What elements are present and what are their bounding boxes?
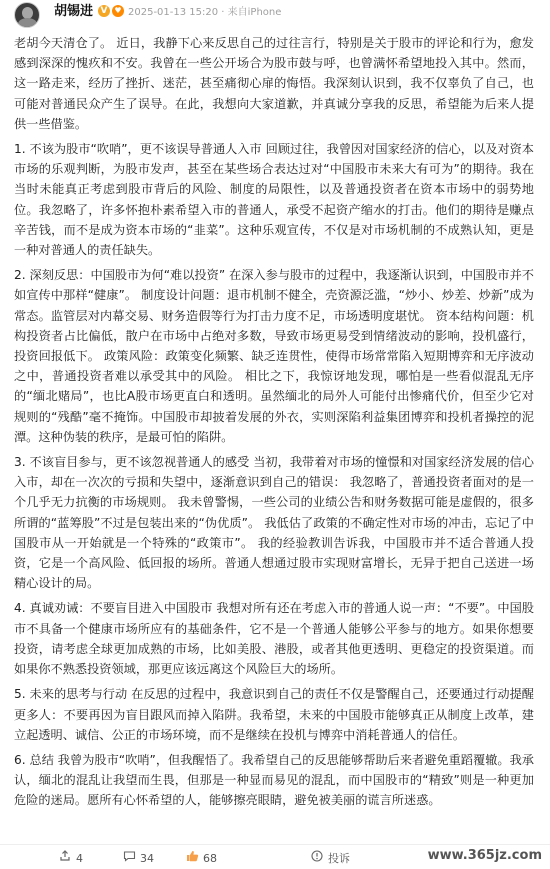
thumbs-up-icon (185, 850, 199, 867)
post-paragraph: 3. 不该盲目参与，更不该忽视普通人的感受 当初，我带着对市场的憧憬和对国家经济发展的信心入市，却在一次次的亏损和失望中，逐渐意识到自己的错误： 我忽略了，普通投资者面对的是一个几乎无力抗衡的市场规则。 我未曾警惕，一些公司的业绩公告和财务数据可能是虚假的，很多所谓的“蓝筹股”不过是包装出来的“伪优质”。 我低估了政策的不确定性对市场的冲击，忘记了中国股市从一开始就是一个特殊的“政策市”。 我的经验教训告诉我，中国股市并不适合普通人投资，它是一个高风险、低回报的场所。普通人想通过股市实现财富增长，无异于把自己送进一场精心设计的局。 (14, 455, 534, 591)
fan-badge-icon: ♥ (112, 5, 124, 17)
report-icon (310, 850, 324, 867)
post-paragraph: 2. 深刻反思：中国股市为何“难以投资” 在深入参与股市的过程中，我逐渐认识到，中国股市并不如宣传中那样“健康”。 制度设计问题：退市机制不健全，壳资源泛滥，“炒小、炒差、炒新”成为常态。监管层对内幕交易、财务造假等行为打击力度不足，市场透明度堪忧。 资本结构问题：机构投资者占比偏低，散户在市场中占绝对多数，导致市场更易受到情绪波动的影响，投机盛行，投资回报低下。 政策风险：政策变化频繁、缺乏连贯性，使得市场常常陷入短期博弈和无序波动之中，普通投资者难以承受其中的风险。 相比之下，我惊讶地发现，哪怕是一些看似混乱无序的“缅北赌局”，也比A股市场更直白和透明。虽然缅北的局外人可能付出惨痛代价，但至少它对规则的“残酷”毫不掩饰。中国股市却披着发展的外衣，实则深陷利益集团博弈和投机者操控的泥潭。这种伪装的秩序，是最可怕的陷阱。 (14, 268, 534, 444)
like-count: 68 (203, 852, 217, 865)
share-icon (58, 850, 72, 867)
username[interactable]: 胡锡进 (54, 4, 94, 19)
post-paragraph: 老胡今天清仓了。 近日，我静下心来反思自己的过往言行，特别是关于股市的评论和行为，愈发感到深深的愧疚和不安。我曾在一些公开场合为股市鼓与呼，也曾满怀希望地投入其中。然而，这一路走来，经历了挫折、迷茫，甚至痛彻心扉的悔悟。我深刻认识到，我不仅辜负了自己，也可能对普通民众产生了误导。在此，我想向大家道歉，并真诚分享我的反思，希望能为后来人提供一些借鉴。 (14, 36, 534, 131)
action-bar (0, 844, 550, 869)
post-paragraph: 1. 不该为股市“吹哨”，更不该误导普通人入市 回顾过往，我曾因对国家经济的信心，以及对资本市场的乐观判断，为股市发声，甚至在某些场合表达过对“中国股市未来大有可为”的期待。我在当时未能真正考虑到股市背后的风险、制度的局限性，以及普通投资者在资本市场中的弱势地位。我忽略了，许多怀抱朴素希望入市的普通人，承受不起资产缩水的打击。他们的期待是赚点辛苦钱，而不是成为资本市场的“韭菜”。这种乐观宣传，不仅是对市场机制的不成熟认知，更是一种对普通人的责任缺失。 (14, 142, 534, 258)
comment-count: 34 (140, 852, 154, 865)
post-paragraph: 4. 真诚劝诫：不要盲目进入中国股市 我想对所有还在考虑入市的普通人说一声：“不要”。中国股市不具备一个健康市场所应有的基础条件，它不是一个普通人能够公平参与的地方。如果你想要投资，请考虑全球更加成熟的市场，比如美股、港股，或者其他更透明、更稳定的投资渠道。而如果你不熟悉投资领域，那更应该远离这个风险巨大的场所。 (14, 601, 534, 677)
site-watermark: www.365jz.com (427, 848, 542, 863)
comment-icon (122, 850, 136, 867)
like-button[interactable] (185, 850, 217, 866)
post-header (0, 0, 550, 28)
share-button[interactable] (58, 850, 83, 866)
post-body (14, 33, 534, 816)
share-count: 4 (76, 852, 83, 865)
verified-badge-icon: V (98, 5, 110, 17)
post-paragraph: 6. 总结 我曾为股市“吹哨”，但我醒悟了。我希望自己的反思能够帮助后来者避免重蹈覆辙。我承认，缅北的混乱让我望而生畏，但那是一种显而易见的混乱，而中国股市的“精致”则是一种更加危险的迷局。愿所有心怀希望的人，能够擦亮眼睛，避免被美丽的谎言所迷惑。 (14, 752, 534, 808)
post-meta: 2025-01-13 15:20 · 来自iPhone (128, 7, 282, 18)
avatar-body (18, 18, 37, 28)
comment-button[interactable] (122, 850, 154, 866)
avatar[interactable] (14, 2, 40, 28)
report-label: 投诉 (328, 852, 350, 865)
post-paragraph: 5. 未来的思考与行动 在反思的过程中，我意识到自己的责任不仅是警醒自己，还要通过行动提醒更多人：不要再因为盲目跟风而掉入陷阱。我希望，未来的中国股市能够真正从制度上改革，建立起透明、诚信、公正的市场环境，而不是继续在投机与博弈中消耗普通人的信任。 (14, 687, 534, 742)
report-button[interactable] (310, 850, 350, 866)
